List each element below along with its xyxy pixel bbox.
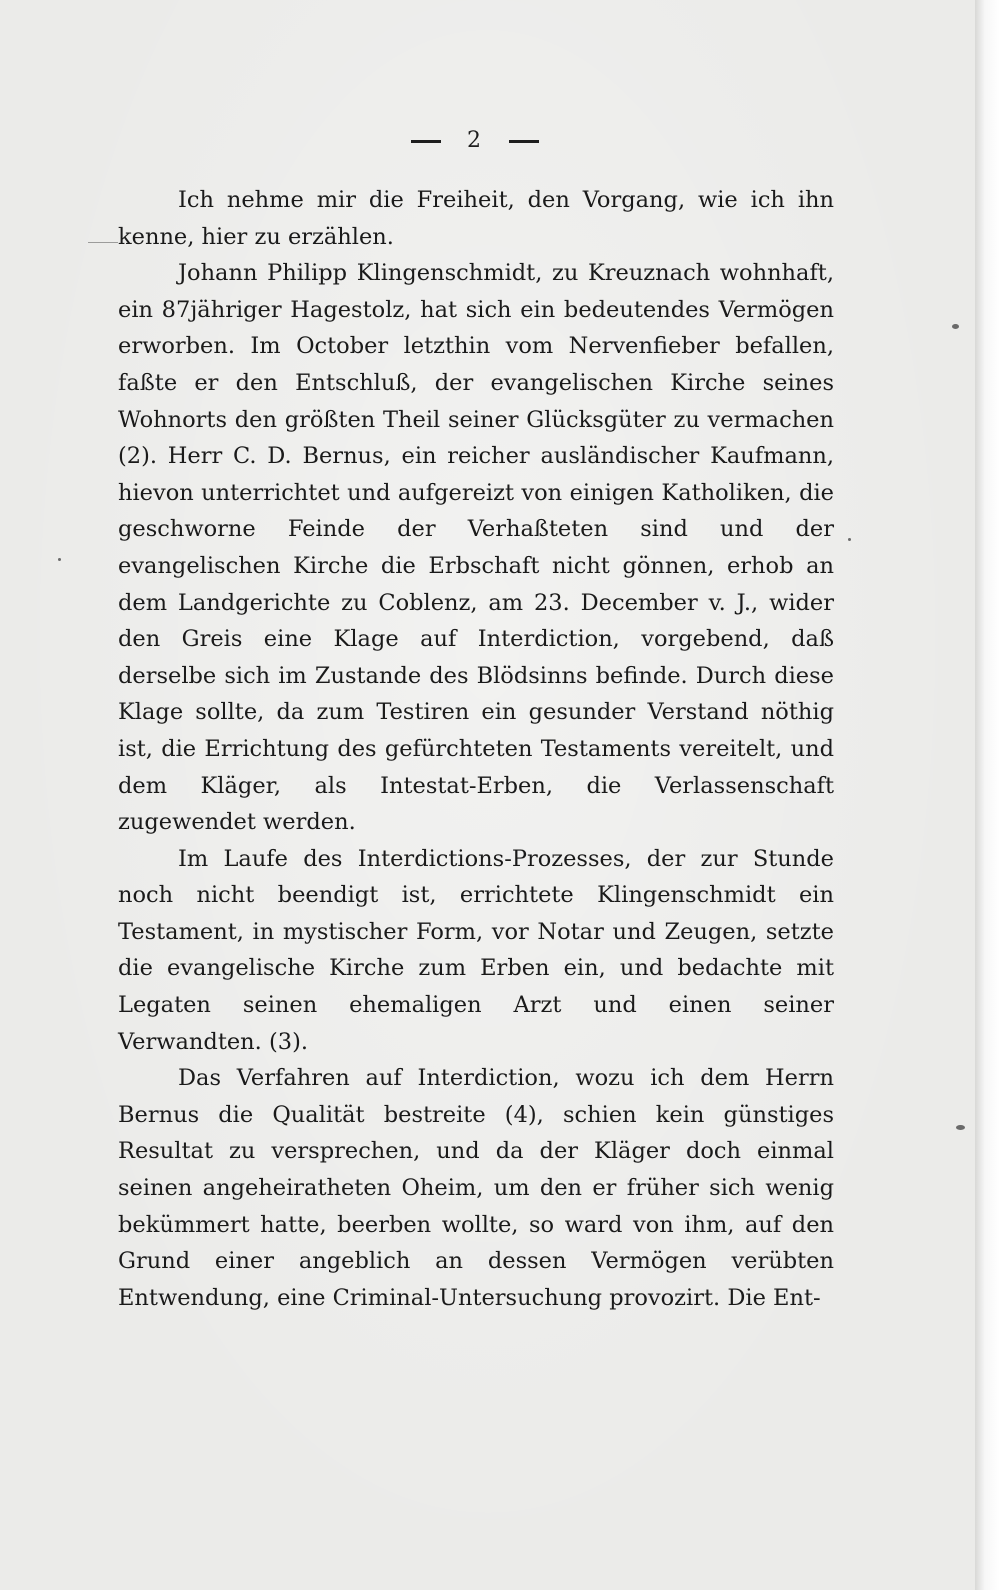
page-number: 2	[467, 128, 483, 153]
margin-scratch	[88, 242, 118, 243]
ink-speck	[58, 558, 61, 561]
ink-speck	[952, 324, 959, 329]
paragraph-3: Im Laufe des Interdictions-Prozesses, der zur Stunde noch nicht beendigt ist, errichtete Klingenschmidt ein Testament, in mystischer Form, vor Notar und Zeugen, setzte die evangelische Kirche zum Erben ein, und bedachte mit Legaten seinen ehemaligen Arzt und einen seiner Verwandten. (3).	[118, 845, 834, 1055]
page-edge	[975, 0, 1000, 1590]
paragraph-2: Johann Philipp Klingenschmidt, zu Kreuznach wohnhaft, ein 87jähriger Hagestolz, hat sich ein bedeutendes Vermögen erworben. Im October letzthin vom Nervenfieber befallen, faßte er den Entschluß, der evangelischen Kirche seines Wohnorts den größten Theil seiner Glücksgüter zu vermachen (2). Herr C. D. Bernus, ein reicher ausländischer Kaufmann, hievon unterrichtet und aufgereizt von einigen Katholiken, die geschworne Feinde der Verhaßteten sind und der evangelischen Kirche die Erbschaft nicht gönnen, erhob an dem Landgerichte zu Coblenz, am 23. December v. J., wider den Greis eine Klage auf Interdiction, vorgebend, daß derselbe sich im Zustande des Blödsinns befinde. Durch diese Klage sollte, da zum Testiren ein gesunder Verstand nöthig ist, die Errichtung des gefürchteten Testaments vereitelt, und dem Kläger, als Intestat-Erben, die Verlassenschaft zugewendet werden.	[118, 260, 834, 836]
header-dash-right	[509, 140, 539, 143]
page-body	[118, 182, 834, 1316]
paragraph-1: Ich nehme mir die Freiheit, den Vorgang, wie ich ihn kenne, hier zu erzählen.	[118, 187, 834, 250]
ink-speck	[848, 538, 851, 541]
header-dash-left	[411, 140, 441, 143]
paragraph-4: Das Verfahren auf Interdiction, wozu ich dem Herrn Bernus die Qualität bestreite (4), schien kein günstiges Resultat zu versprechen, und da der Kläger doch einmal seinen angeheiratheten Oheim, um den er früher sich wenig bekümmert hatte, beerben wollte, so ward von ihm, auf den Grund einer angeblich an dessen Vermögen verübten Entwendung, eine Criminal-Untersuchung provozirt. Die Ent-	[118, 1065, 834, 1311]
ink-speck	[956, 1125, 965, 1130]
page-header	[0, 128, 950, 153]
